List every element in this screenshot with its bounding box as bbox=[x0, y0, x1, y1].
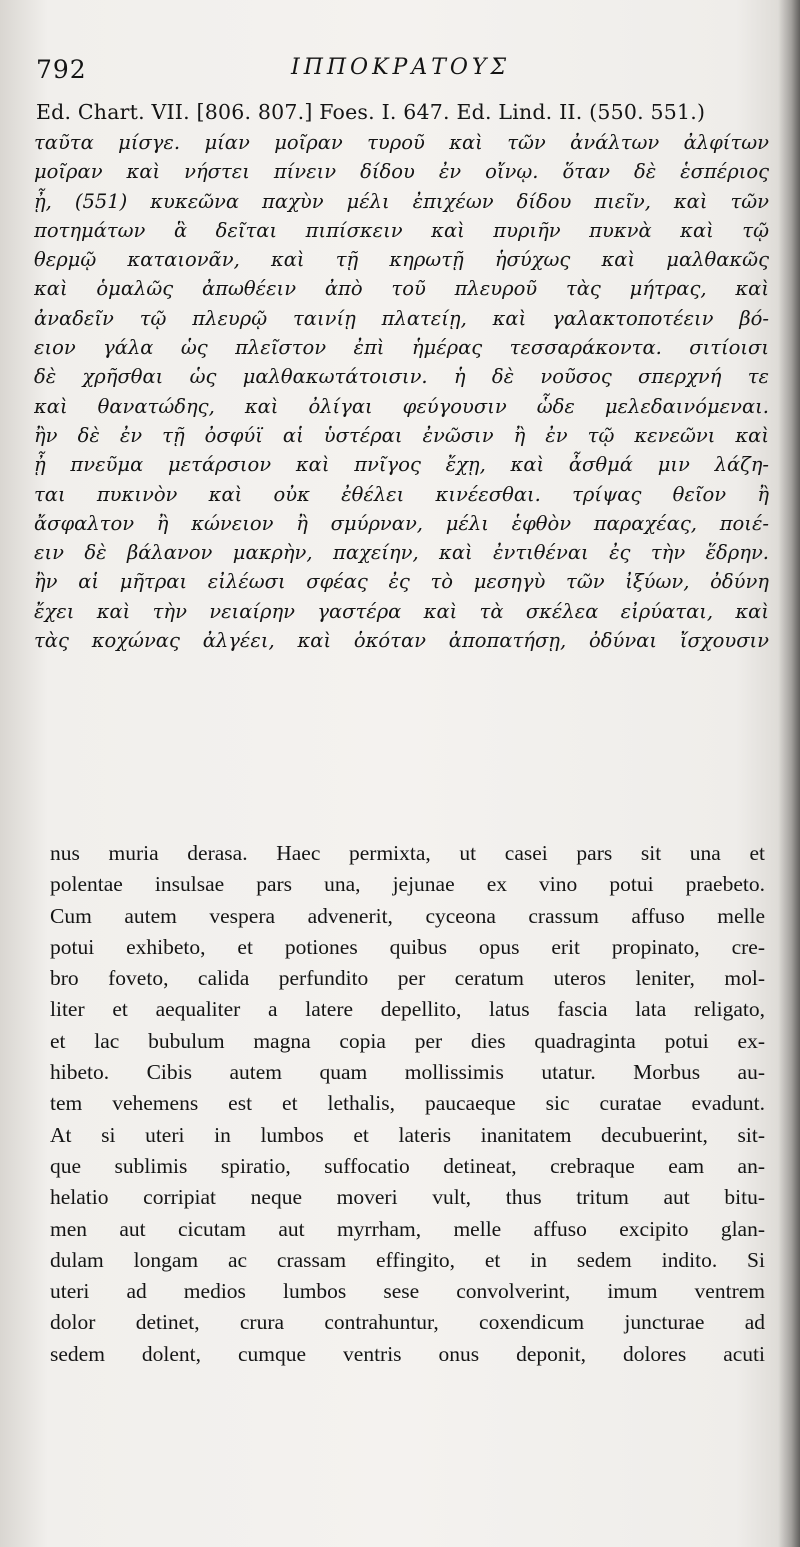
latin-line: que sublimis spiratio, suffocatio detineat, crebraque eam an- bbox=[50, 1153, 765, 1178]
greek-line: μοῖραν καὶ νήστει πίνειν δίδου ἐν οἴνῳ. ὅταν δὲ ἑσπέριος bbox=[34, 160, 769, 184]
greek-line: ται πυκινὸν καὶ οὐκ ἐθέλει κινέεσθαι. τρίψας θεῖον ἢ bbox=[34, 482, 769, 506]
edition-reference-line: Ed. Chart. VII. [806. 807.] Foes. I. 647. Ed. Lind. II. (550. 551.) bbox=[36, 100, 706, 124]
latin-line: At si uteri in lumbos et lateris inanitatem decubuerint, sit- bbox=[50, 1122, 765, 1147]
latin-line: bro foveto, calida perfundito per ceratum uteros leniter, mol- bbox=[50, 966, 765, 991]
latin-line: men aut cicutam aut myrrham, melle affuso excipito glan- bbox=[50, 1216, 765, 1241]
greek-line: ειον γάλα ὡς πλεῖστον ἐπὶ ἡμέρας τεσσαράκοντα. σιτίοισι bbox=[34, 336, 769, 360]
latin-line: polentae insulsae pars una, jejunae ex vino potui praebeto. bbox=[50, 872, 765, 897]
running-head: ΙΠΠΟΚΡΑΤΟΥΣ bbox=[291, 55, 511, 80]
latin-line: dolor detinet, crura contrahuntur, coxendicum juncturae ad bbox=[50, 1310, 765, 1335]
latin-line: et lac bubulum magna copia per dies quadraginta potui ex- bbox=[50, 1028, 765, 1053]
greek-line: ἢν δὲ ἐν τῇ ὀσφύϊ αἱ ὑστέραι ἐνῶσιν ἢ ἐν τῷ κενεῶνι καὶ bbox=[34, 423, 769, 447]
greek-line: ταῦτα μίσγε. μίαν μοῖραν τυροῦ καὶ τῶν ἀνάλτων ἀλφίτων bbox=[34, 131, 769, 154]
greek-line: ἔχει καὶ τὴν νειαίρην γαστέρα καὶ τὰ σκέλεα εἰρύαται, καὶ bbox=[34, 599, 769, 623]
greek-line: ἀναδεῖν τῷ πλευρῷ ταινίῃ πλατείῃ, καὶ γαλακτοποτέειν βό- bbox=[34, 306, 769, 330]
latin-line: dulam longam ac crassam effingito, et in sedem indito. Si bbox=[50, 1247, 765, 1272]
greek-line: ειν δὲ βάλανον μακρὴν, παχείην, καὶ ἐντιθέναι ἐς τὴν ἕδρην. bbox=[34, 541, 769, 565]
page-header bbox=[36, 55, 756, 89]
page-gutter-shadow bbox=[778, 0, 800, 1547]
greek-line: τὰς κοχώνας ἀλγέει, καὶ ὁκόταν ἀποπατήσῃ, ὀδύναι ἴσχουσιν bbox=[34, 629, 769, 653]
greek-line: ἄσφαλτον ἢ κώνειον ἢ σμύρναν, μέλι ἑφθὸν παραχέας, ποιέ- bbox=[34, 511, 769, 535]
latin-line: Cum autem vespera advenerit, cyceona crassum affuso melle bbox=[50, 903, 765, 928]
greek-line: ἢν αἱ μῆτραι εἰλέωσι σφέας ἐς τὸ μεσηγὺ τῶν ἰξύων, ὀδύνη bbox=[34, 570, 769, 594]
latin-line: uteri ad medios lumbos sese convolverint, imum ventrem bbox=[50, 1279, 765, 1304]
greek-line: θερμῷ καταιονᾶν, καὶ τῇ κηρωτῇ ἡσύχως καὶ μαλθακῶς bbox=[34, 248, 769, 272]
greek-line: καὶ ὁμαλῶς ἀπωθέειν ἀπὸ τοῦ πλευροῦ τὰς μήτρας, καὶ bbox=[34, 277, 769, 301]
latin-line: tem vehemens est et lethalis, paucaeque sic curatae evadunt. bbox=[50, 1091, 765, 1116]
latin-line: potui exhibeto, et potiones quibus opus erit propinato, cre- bbox=[50, 934, 765, 959]
latin-text-block bbox=[50, 838, 765, 1370]
greek-line: ποτημάτων ἃ δεῖται πιπίσκειν καὶ πυριῆν πυκνὰ καὶ τῷ bbox=[34, 218, 769, 242]
greek-line: δὲ χρῆσθαι ὡς μαλθακωτάτοισιν. ἡ δὲ νοῦσος σπερχνή τε bbox=[34, 365, 769, 389]
latin-line: nus muria derasa. Haec permixta, ut casei pars sit una et bbox=[50, 841, 765, 865]
greek-line: ᾖ πνεῦμα μετάρσιον καὶ πνῖγος ἔχῃ, καὶ ἆσθμά μιν λάζη- bbox=[34, 453, 769, 477]
latin-line: helatio corripiat neque moveri vult, thus tritum aut bitu- bbox=[50, 1185, 765, 1210]
greek-line: καὶ θανατώδης, καὶ ὀλίγαι φεύγουσιν ὧδε μελεδαινόμεναι. bbox=[34, 394, 769, 418]
page-number: 792 bbox=[36, 55, 87, 84]
latin-line: sedem dolent, cumque ventris onus deponit, dolores acuti bbox=[50, 1341, 765, 1366]
greek-text-block bbox=[34, 128, 769, 655]
greek-line: ᾖ, (551) κυκεῶνα παχὺν μέλι ἐπιχέων δίδου πιεῖν, καὶ τῶν bbox=[34, 189, 769, 213]
latin-line: hibeto. Cibis autem quam mollissimis utatur. Morbus au- bbox=[50, 1060, 765, 1085]
latin-line: liter et aequaliter a latere depellito, latus fascia lata religato, bbox=[50, 997, 765, 1022]
